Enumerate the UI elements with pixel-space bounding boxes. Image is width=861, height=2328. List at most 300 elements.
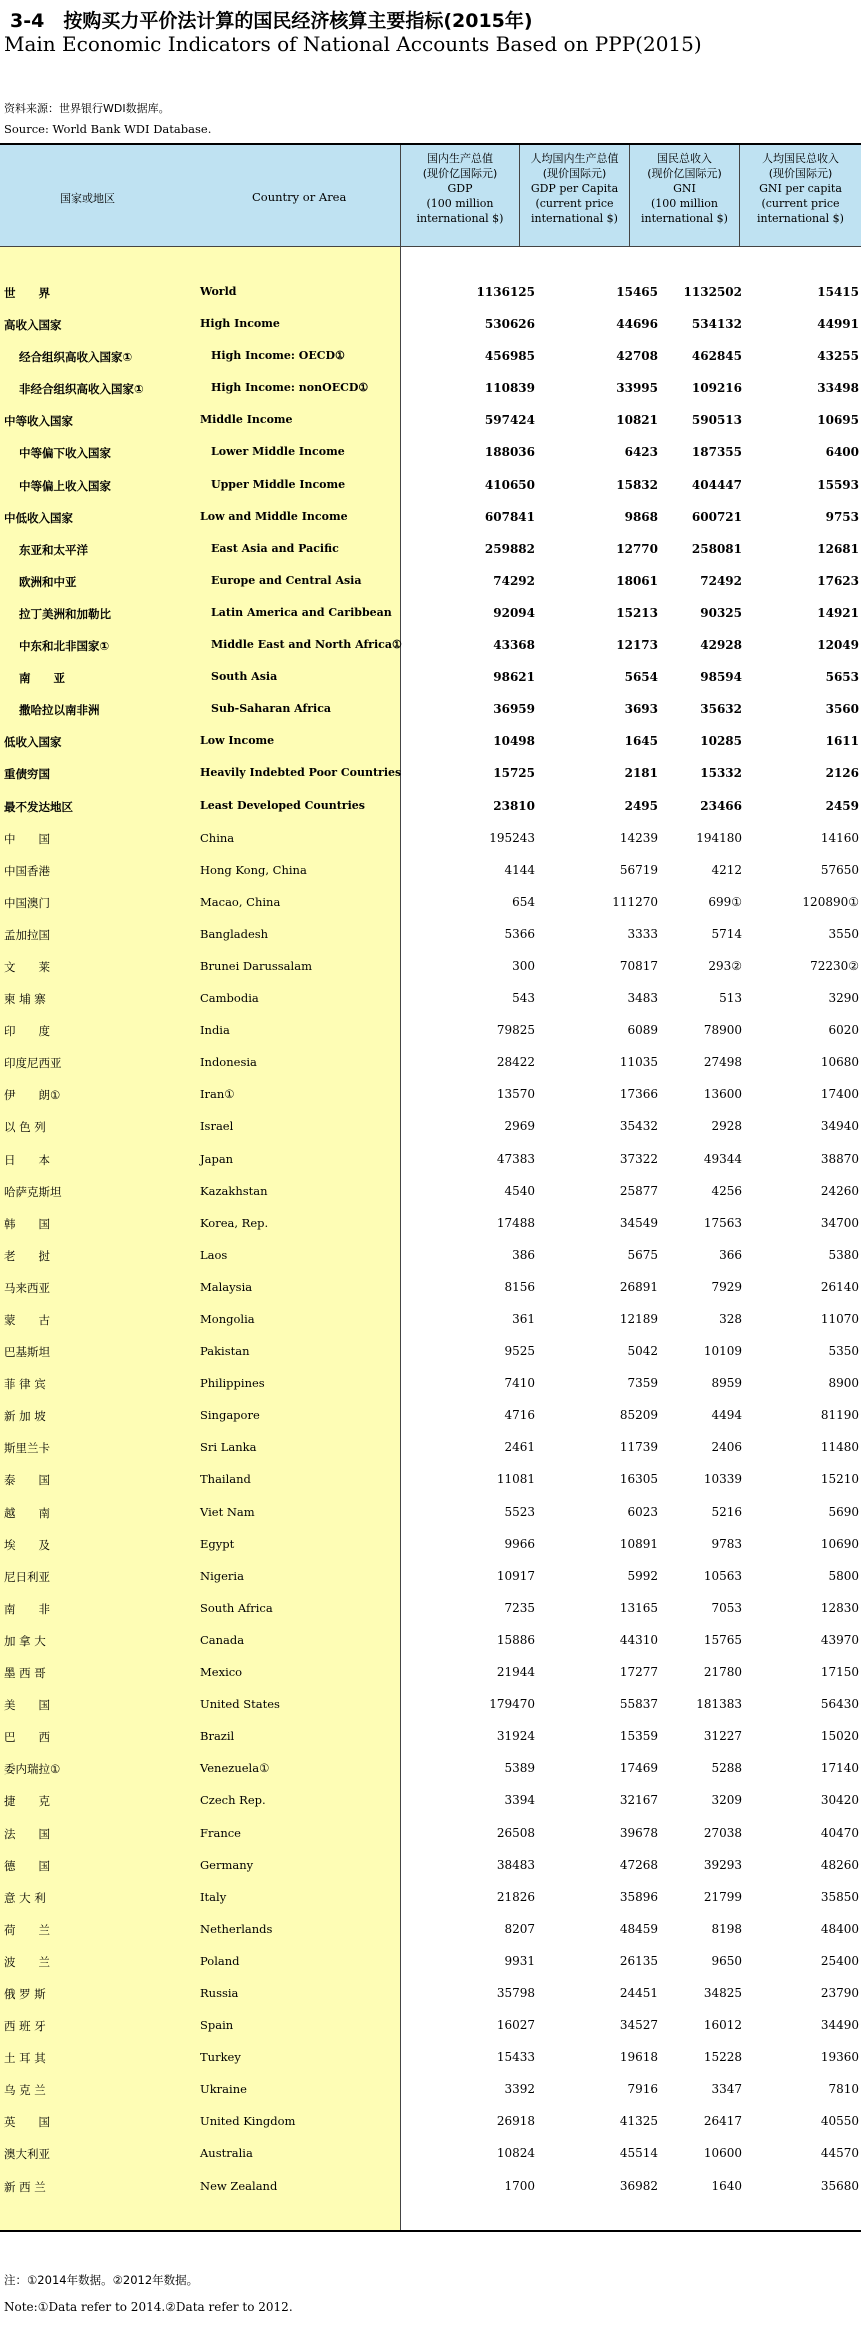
table-row <box>0 1790 861 1822</box>
gni-per-capita-value: 12830 <box>820 1600 859 1615</box>
table-row <box>0 2047 861 2079</box>
gni-value: 7929 <box>711 1279 742 1294</box>
country-name-cn: 东亚和太平洋 <box>19 542 88 557</box>
gdp-value: 110839 <box>484 381 535 396</box>
gni-value: 513 <box>719 991 742 1006</box>
gdp-per-capita-value: 5675 <box>627 1247 658 1262</box>
country-name-en: High Income <box>200 317 280 331</box>
gni-per-capita-value: 17400 <box>820 1087 859 1102</box>
gni-per-capita-value: 5350 <box>828 1344 859 1359</box>
country-name-cn: 撒哈拉以南非洲 <box>19 703 100 718</box>
header-gdp <box>401 151 519 226</box>
country-name-cn: 乌 克 兰 <box>4 2083 46 2098</box>
gni-value: 109216 <box>691 381 742 396</box>
country-name-en: High Income: nonOECD① <box>211 381 369 395</box>
gdp-per-capita-value: 15465 <box>616 285 658 299</box>
gdp-value: 4540 <box>504 1183 535 1198</box>
gni-value: 404447 <box>691 477 742 492</box>
country-name-cn: 南 亚 <box>19 671 65 686</box>
gni-per-capita-value: 7810 <box>828 2082 859 2097</box>
gdp-per-capita-value: 6423 <box>624 445 658 460</box>
table-row <box>0 667 861 699</box>
gni-value: 699① <box>708 894 742 909</box>
table-row <box>0 1983 861 2015</box>
country-name-en: Sri Lanka <box>200 1440 257 1455</box>
gni-value: 8198 <box>711 1921 742 1936</box>
gni-value: 21780 <box>703 1665 742 1680</box>
gdp-value: 35798 <box>496 1985 535 2000</box>
gni-value: 35632 <box>700 702 742 717</box>
header-gnipc-en3: international $) <box>757 212 844 225</box>
gdp-per-capita-value: 3693 <box>624 702 658 717</box>
table-row <box>0 2176 861 2208</box>
gni-value: 39293 <box>703 1857 742 1872</box>
header-gdp-en1: GDP <box>447 182 473 195</box>
country-name-cn: 斯里兰卡 <box>4 1441 50 1456</box>
gni-value: 3347 <box>711 2082 742 2097</box>
gni-per-capita-value: 24260 <box>820 1183 859 1198</box>
country-name-en: Canada <box>200 1632 245 1647</box>
gni-per-capita-value: 3560 <box>825 702 859 717</box>
gdp-value: 4716 <box>504 1408 535 1423</box>
country-name-cn: 马来西亚 <box>4 1280 50 1295</box>
gni-per-capita-value: 5690 <box>828 1504 859 1519</box>
country-name-cn: 加 拿 大 <box>4 1633 46 1648</box>
gni-per-capita-value: 15020 <box>820 1729 859 1744</box>
country-name-cn: 埃 及 <box>4 1537 50 1552</box>
country-name-en: Macao, China <box>200 894 281 909</box>
gdp-value: 16027 <box>496 2018 535 2033</box>
country-name-en: World <box>200 285 237 298</box>
gni-per-capita-value: 56430 <box>820 1697 859 1712</box>
table-row <box>0 1213 861 1245</box>
gdp-per-capita-value: 5992 <box>627 1568 658 1583</box>
gni-per-capita-value: 40550 <box>820 2114 859 2129</box>
gni-value: 293② <box>708 958 742 973</box>
gni-per-capita-value: 12049 <box>817 638 859 653</box>
country-name-en: Singapore <box>200 1408 260 1423</box>
country-name-cn: 经合组织高收入国家① <box>19 350 133 365</box>
country-name-cn: 澳大利亚 <box>4 2147 50 2162</box>
gdp-value: 28422 <box>496 1055 535 1070</box>
gni-per-capita-value: 19360 <box>820 2050 859 2065</box>
country-name-en: Korea, Rep. <box>200 1215 269 1230</box>
country-name-cn: 韩 国 <box>4 1216 50 1231</box>
table-row <box>0 507 861 539</box>
country-name-en: Israel <box>200 1119 234 1134</box>
gdp-value: 3394 <box>504 1793 535 1808</box>
table-row <box>0 796 861 828</box>
gni-per-capita-value: 120890① <box>802 894 859 909</box>
country-name-cn: 俄 罗 斯 <box>4 1986 46 2001</box>
gni-value: 8959 <box>711 1376 742 1391</box>
table-row <box>0 1534 861 1566</box>
country-name-en: Kazakhstan <box>200 1183 268 1198</box>
country-name-en: Nigeria <box>200 1568 244 1583</box>
gdp-value: 4144 <box>504 862 535 877</box>
gdp-value: 21826 <box>496 1889 535 1904</box>
gdp-value: 1136125 <box>476 285 535 299</box>
country-name-en: Ukraine <box>200 2082 247 2097</box>
header-gni <box>630 151 739 226</box>
gdp-value: 654 <box>512 894 535 909</box>
gni-per-capita-value: 48260 <box>820 1857 859 1872</box>
gdp-per-capita-value: 85209 <box>619 1408 658 1423</box>
country-name-en: Poland <box>200 1953 240 1968</box>
country-name-en: Lower Middle Income <box>211 445 345 459</box>
country-name-cn: 世 界 <box>4 286 50 300</box>
gni-value: 181383 <box>696 1697 742 1712</box>
gdp-value: 9525 <box>504 1344 535 1359</box>
page-title-en: Main Economic Indicators of National Accounts Based on PPP(2015) <box>4 32 702 56</box>
table-bottom-rule <box>0 2230 861 2232</box>
gni-per-capita-value: 25400 <box>820 1953 859 1968</box>
gni-value: 9783 <box>711 1536 742 1551</box>
gni-value: 17563 <box>703 1215 742 1230</box>
table-row <box>0 539 861 571</box>
gdp-value: 361 <box>512 1312 535 1326</box>
gni-per-capita-value: 8900 <box>828 1376 859 1391</box>
gni-per-capita-value: 3290 <box>828 991 859 1006</box>
header-divider <box>739 145 740 247</box>
table-row <box>0 1598 861 1630</box>
source-cn: 资料来源：世界银行WDI数据库。 <box>4 102 170 115</box>
gdp-per-capita-value: 45514 <box>619 2146 658 2161</box>
country-name-en: Spain <box>200 2018 234 2033</box>
gni-value: 16012 <box>703 2018 742 2033</box>
note-en: Note:①Data refer to 2014.②Data refer to 2012. <box>4 2300 293 2314</box>
gdp-value: 36959 <box>493 702 535 717</box>
gni-value: 72492 <box>700 573 742 588</box>
gdp-per-capita-value: 5654 <box>624 670 658 685</box>
gdp-value: 3392 <box>504 2082 535 2097</box>
country-name-cn: 孟加拉国 <box>4 927 50 942</box>
gdp-per-capita-value: 34527 <box>619 2018 658 2033</box>
table-row <box>0 2143 861 2175</box>
country-name-cn: 低收入国家 <box>4 735 62 750</box>
table-row <box>0 1277 861 1309</box>
table-row <box>0 1084 861 1116</box>
table-row <box>0 956 861 988</box>
gni-per-capita-value: 14160 <box>820 830 859 845</box>
gdp-value: 74292 <box>493 573 535 588</box>
gdp-per-capita-value: 10821 <box>616 413 658 428</box>
gni-per-capita-value: 11480 <box>820 1440 859 1455</box>
gdp-per-capita-value: 55837 <box>619 1697 658 1712</box>
gdp-value: 195243 <box>489 830 535 845</box>
country-name-en: United States <box>200 1697 280 1712</box>
country-name-en: Heavily Indebted Poor Countries <box>200 766 402 780</box>
gdp-value: 179470 <box>489 1697 535 1712</box>
gdp-per-capita-value: 7359 <box>627 1376 658 1391</box>
country-name-en: Europe and Central Asia <box>211 573 362 587</box>
gdp-per-capita-value: 39678 <box>619 1825 658 1840</box>
gni-value: 10285 <box>700 734 742 749</box>
gni-value: 98594 <box>700 670 742 685</box>
gni-value: 258081 <box>691 541 742 556</box>
country-name-en: Latin America and Caribbean <box>211 605 392 619</box>
gni-value: 534132 <box>691 317 742 332</box>
gni-value: 7053 <box>711 1600 742 1615</box>
country-name-en: Czech Rep. <box>200 1793 266 1808</box>
table-row <box>0 1405 861 1437</box>
country-name-cn: 委内瑞拉① <box>4 1762 61 1777</box>
gdp-value: 15433 <box>496 2050 535 2065</box>
country-name-en: India <box>200 1023 230 1038</box>
table-row <box>0 892 861 924</box>
gdp-value: 7410 <box>504 1376 535 1391</box>
gdp-value: 13570 <box>496 1087 535 1102</box>
country-name-cn: 高收入国家 <box>4 318 62 333</box>
country-name-en: South Asia <box>211 670 278 684</box>
gni-per-capita-value: 5800 <box>828 1568 859 1583</box>
table-row <box>0 1502 861 1534</box>
gdp-value: 15886 <box>496 1632 535 1647</box>
country-name-cn: 意 大 利 <box>4 1890 46 1905</box>
gdp-value: 607841 <box>484 509 535 524</box>
table-row <box>0 1052 861 1084</box>
gni-value: 10563 <box>703 1568 742 1583</box>
country-name-cn: 蒙 古 <box>4 1313 50 1327</box>
table-row <box>0 763 861 795</box>
country-name-cn: 拉丁美洲和加勒比 <box>19 606 111 621</box>
country-name-en: Australia <box>200 2146 253 2161</box>
country-name-cn: 以 色 列 <box>4 1120 46 1135</box>
header-gdppc-en1: GDP per Capita <box>530 182 619 195</box>
gni-per-capita-value: 57650 <box>820 862 859 877</box>
gdp-value: 26508 <box>496 1825 535 1840</box>
gni-value: 21799 <box>703 1889 742 1904</box>
gdp-value: 9931 <box>504 1953 535 1968</box>
gni-per-capita-value: 43255 <box>817 349 859 364</box>
gdp-value: 188036 <box>484 445 535 460</box>
country-name-cn: 印 度 <box>4 1024 50 1039</box>
gdp-value: 597424 <box>484 413 535 428</box>
gdp-value: 98621 <box>493 670 535 685</box>
gni-per-capita-value: 40470 <box>820 1825 859 1840</box>
gdp-value: 7235 <box>504 1600 535 1615</box>
header-gni-cn2: (现价亿国际元) <box>647 167 722 180</box>
country-name-en: Viet Nam <box>200 1504 255 1519</box>
gdp-per-capita-value: 6089 <box>627 1023 658 1038</box>
country-name-cn: 哈萨克斯坦 <box>4 1184 62 1199</box>
gdp-per-capita-value: 12173 <box>616 638 658 653</box>
gni-per-capita-value: 10695 <box>817 413 859 428</box>
country-name-en: Mexico <box>200 1665 243 1680</box>
gdp-value: 2969 <box>504 1119 535 1134</box>
table-row <box>0 731 861 763</box>
country-name-cn: 荷 兰 <box>4 1922 50 1937</box>
gdp-per-capita-value: 5042 <box>627 1344 658 1359</box>
country-name-cn: 德 国 <box>4 1858 50 1873</box>
gni-per-capita-value: 10690 <box>820 1536 859 1551</box>
gni-per-capita-value: 48400 <box>820 1921 859 1936</box>
gni-per-capita-value: 15210 <box>820 1472 859 1487</box>
header-gnipc-cn2: (现价国际元) <box>768 167 833 180</box>
gni-per-capita-value: 5653 <box>825 670 859 685</box>
gni-per-capita-value: 33498 <box>817 381 859 396</box>
gni-value: 2406 <box>711 1440 742 1455</box>
country-name-cn: 印度尼西亚 <box>4 1056 62 1071</box>
gdp-per-capita-value: 24451 <box>619 1985 658 2000</box>
country-name-cn: 新 西 兰 <box>4 2179 46 2194</box>
table-row <box>0 828 861 860</box>
gdp-value: 530626 <box>484 317 535 332</box>
header-gdppc-cn2: (现价国际元) <box>542 167 607 180</box>
gni-per-capita-value: 26140 <box>820 1279 859 1294</box>
table-body <box>0 282 861 2208</box>
country-name-cn: 南 非 <box>4 1601 50 1616</box>
header-gdp-en2: (100 million <box>426 197 494 210</box>
country-name-en: Hong Kong, China <box>200 862 307 877</box>
gni-per-capita-value: 10680 <box>820 1055 859 1070</box>
gdp-value: 17488 <box>496 1215 535 1230</box>
country-name-en: Middle Income <box>200 413 293 427</box>
header-gdppc-en3: international $) <box>531 212 618 225</box>
gdp-value: 38483 <box>496 1857 535 1872</box>
country-name-cn: 墨 西 哥 <box>4 1666 46 1681</box>
country-name-cn: 中低收入国家 <box>4 510 73 525</box>
gni-value: 10339 <box>703 1472 742 1487</box>
gni-per-capita-value: 17623 <box>817 573 859 588</box>
gni-value: 15765 <box>703 1632 742 1647</box>
header-country-cn: 国家或地区 <box>60 192 115 205</box>
gdp-value: 26918 <box>496 2114 535 2129</box>
table-row <box>0 2079 861 2111</box>
gni-value: 328 <box>719 1312 742 1326</box>
gni-per-capita-value: 6020 <box>828 1023 859 1038</box>
country-name-en: High Income: OECD① <box>211 349 345 363</box>
header-country-en: Country or Area <box>252 190 347 204</box>
gdp-per-capita-value: 26135 <box>619 1953 658 1968</box>
country-name-en: Russia <box>200 1985 239 2000</box>
gdp-value: 9966 <box>504 1536 535 1551</box>
table-row <box>0 1726 861 1758</box>
gni-per-capita-value: 72230② <box>810 958 859 973</box>
gdp-per-capita-value: 9868 <box>624 509 658 524</box>
gni-value: 49344 <box>703 1151 742 1166</box>
gdp-per-capita-value: 35896 <box>619 1889 658 1904</box>
country-name-cn: 柬 埔 寨 <box>4 992 46 1007</box>
header-gdppc-en2: (current price <box>535 197 614 210</box>
gni-value: 194180 <box>696 830 742 845</box>
table-row <box>0 442 861 474</box>
gdp-per-capita-value: 41325 <box>619 2114 658 2129</box>
header-gni-en1: GNI <box>673 182 696 195</box>
country-name-en: Low Income <box>200 734 275 748</box>
gni-value: 1640 <box>711 2178 742 2193</box>
country-name-cn: 最不发达地区 <box>4 799 73 814</box>
gni-per-capita-value: 81190 <box>820 1408 859 1423</box>
table-row <box>0 1245 861 1277</box>
gdp-value: 2461 <box>504 1440 535 1455</box>
gni-per-capita-value: 14921 <box>817 605 859 620</box>
country-name-en: Middle East and North Africa① <box>211 638 402 652</box>
country-name-cn: 欧洲和中亚 <box>19 574 77 589</box>
country-name-cn: 捷 克 <box>4 1794 50 1809</box>
note-cn: 注：①2014年数据。②2012年数据。 <box>4 2273 199 2287</box>
country-name-en: Philippines <box>200 1376 265 1391</box>
gni-value: 4256 <box>711 1183 742 1198</box>
header-gnipc-en2: (current price <box>761 197 840 210</box>
table-row <box>0 1823 861 1855</box>
table-row <box>0 603 861 635</box>
gni-per-capita-value: 15593 <box>817 477 859 492</box>
gdp-value: 259882 <box>484 541 535 556</box>
country-name-en: Laos <box>200 1247 228 1262</box>
table-row <box>0 635 861 667</box>
gdp-value: 23810 <box>493 798 535 813</box>
country-name-cn: 越 南 <box>4 1505 50 1520</box>
table-row <box>0 378 861 410</box>
gdp-per-capita-value: 37322 <box>619 1151 658 1166</box>
gni-value: 26417 <box>703 2114 742 2129</box>
table-row <box>0 571 861 603</box>
gni-value: 15332 <box>700 766 742 781</box>
gdp-per-capita-value: 56719 <box>619 862 658 877</box>
gdp-per-capita-value: 2495 <box>624 798 658 813</box>
header-gdp-cn2: (现价亿国际元) <box>422 167 498 180</box>
table-row <box>0 1919 861 1951</box>
gni-value: 462845 <box>691 349 742 364</box>
gdp-per-capita-value: 15359 <box>619 1729 658 1744</box>
table-row <box>0 1373 861 1405</box>
gdp-per-capita-value: 17469 <box>619 1761 658 1776</box>
table-row <box>0 1694 861 1726</box>
gdp-value: 5523 <box>504 1504 535 1519</box>
table-row <box>0 1149 861 1181</box>
table-row <box>0 1116 861 1148</box>
gdp-value: 21944 <box>496 1665 535 1680</box>
table-row <box>0 410 861 442</box>
country-name-cn: 伊 朗① <box>4 1088 61 1103</box>
gni-value: 1132502 <box>683 285 742 299</box>
header-gni-per-capita <box>740 151 861 226</box>
gdp-per-capita-value: 6023 <box>627 1504 658 1519</box>
gdp-per-capita-value: 12770 <box>616 541 658 556</box>
country-name-en: New Zealand <box>200 2178 278 2193</box>
gni-value: 2928 <box>711 1119 742 1134</box>
gdp-value: 5389 <box>504 1761 535 1776</box>
gni-value: 10600 <box>703 2146 742 2161</box>
gdp-per-capita-value: 42708 <box>616 349 658 364</box>
table-row <box>0 2015 861 2047</box>
country-name-en: China <box>200 830 235 845</box>
gdp-per-capita-value: 11035 <box>619 1055 658 1070</box>
gni-value: 31227 <box>703 1729 742 1744</box>
gdp-per-capita-value: 17366 <box>619 1087 658 1102</box>
gdp-per-capita-value: 12189 <box>619 1312 658 1326</box>
table-row <box>0 1437 861 1469</box>
gdp-per-capita-value: 44696 <box>616 317 658 332</box>
country-name-cn: 西 班 牙 <box>4 2019 46 2034</box>
header-gnipc-cn1: 人均国民总收入 <box>762 152 839 165</box>
country-name-cn: 波 兰 <box>4 1954 50 1969</box>
gdp-value: 47383 <box>496 1151 535 1166</box>
gdp-value: 386 <box>512 1247 535 1262</box>
gdp-value: 1700 <box>504 2178 535 2193</box>
table-top-rule <box>0 143 861 145</box>
gni-per-capita-value: 35680 <box>820 2178 859 2193</box>
gdp-per-capita-value: 3483 <box>627 991 658 1006</box>
gdp-per-capita-value: 47268 <box>619 1857 658 1872</box>
gni-per-capita-value: 5380 <box>828 1247 859 1262</box>
gdp-per-capita-value: 14239 <box>619 830 658 845</box>
country-name-en: Brunei Darussalam <box>200 958 312 973</box>
country-name-en: Turkey <box>200 2050 241 2065</box>
gdp-value: 410650 <box>484 477 535 492</box>
gdp-per-capita-value: 1645 <box>624 734 658 749</box>
